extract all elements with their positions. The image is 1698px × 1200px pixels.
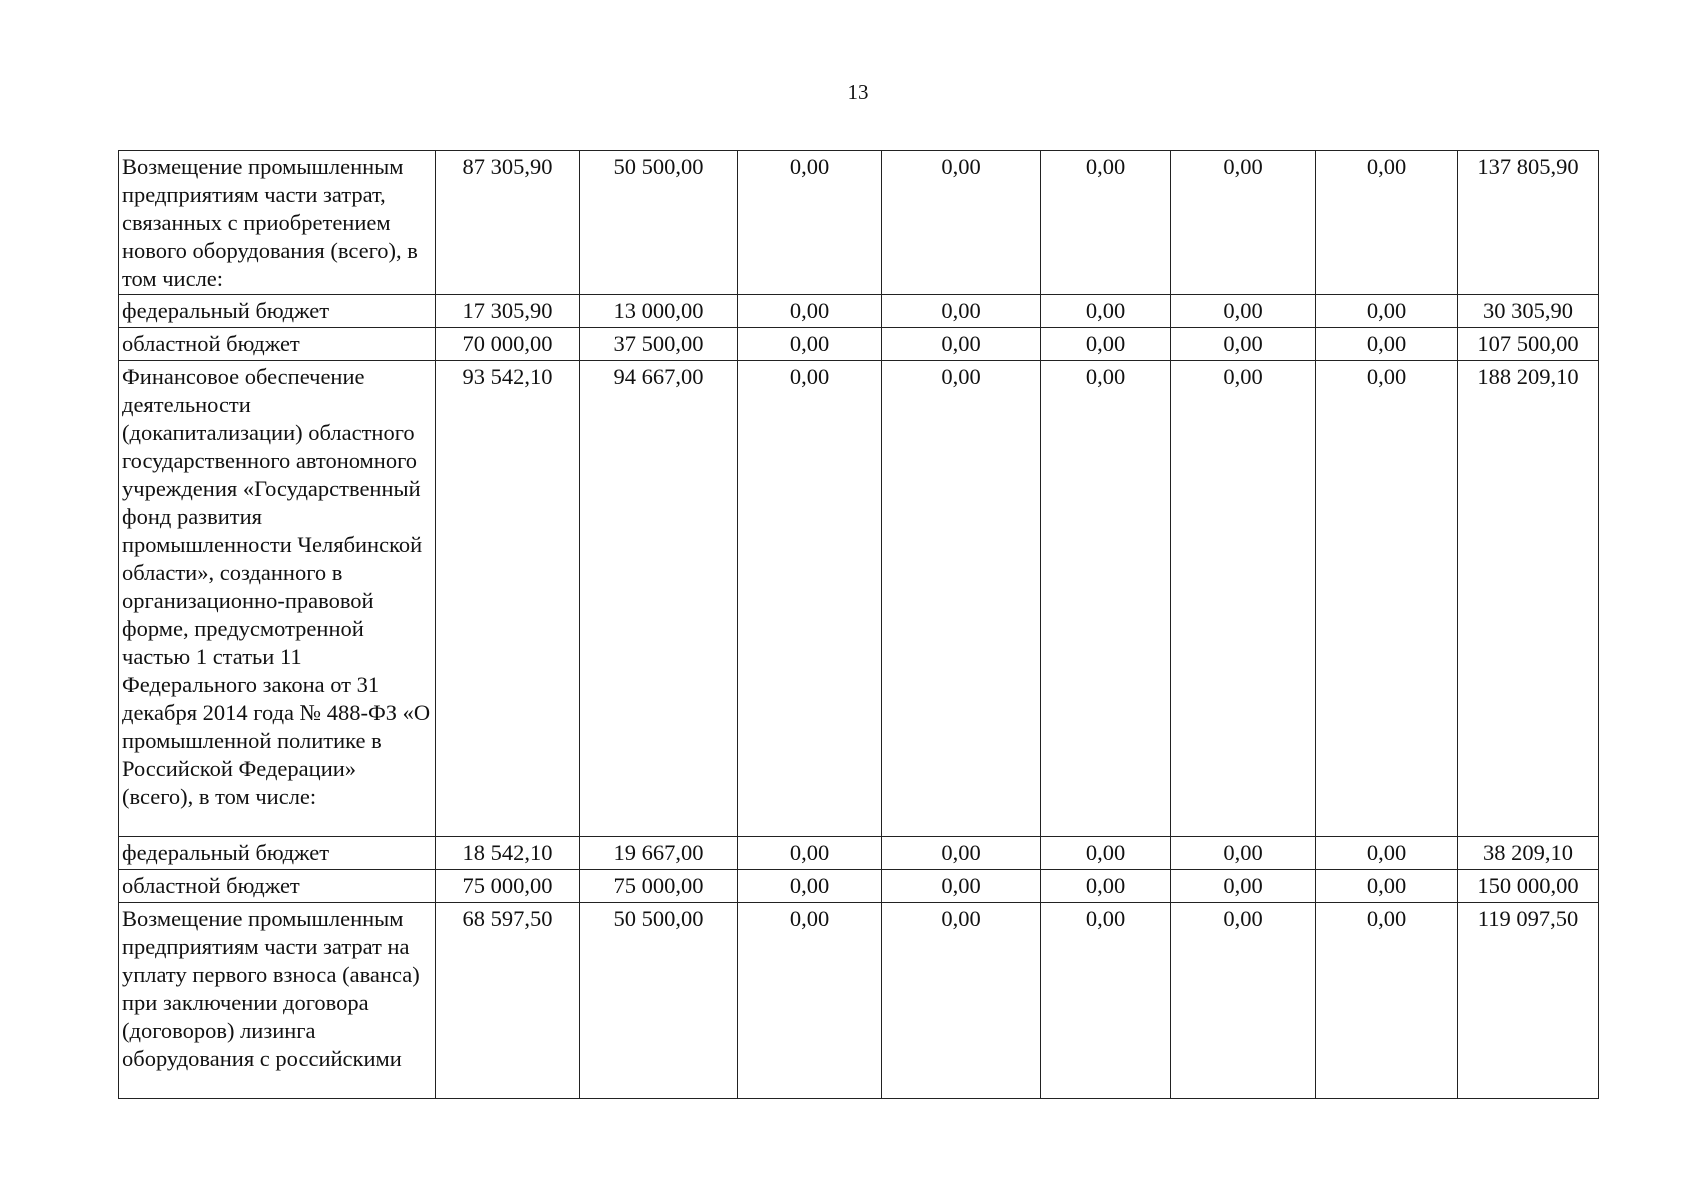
value-cell: 93 542,10 bbox=[436, 361, 580, 837]
value-cell: 19 667,00 bbox=[580, 837, 738, 870]
value-cell: 13 000,00 bbox=[580, 295, 738, 328]
value-cell: 0,00 bbox=[1041, 870, 1171, 903]
value-cell: 0,00 bbox=[738, 870, 882, 903]
value-cell: 0,00 bbox=[1171, 870, 1316, 903]
value-cell: 0,00 bbox=[882, 151, 1041, 295]
value-cell: 0,00 bbox=[738, 328, 882, 361]
value-cell: 0,00 bbox=[1041, 903, 1171, 1099]
value-cell: 0,00 bbox=[882, 870, 1041, 903]
value-cell: 0,00 bbox=[738, 295, 882, 328]
value-cell: 0,00 bbox=[1171, 151, 1316, 295]
value-cell: 75 000,00 bbox=[580, 870, 738, 903]
table-row bbox=[119, 328, 1599, 361]
value-cell: 0,00 bbox=[1316, 295, 1458, 328]
page-number: 13 bbox=[847, 80, 869, 104]
total-cell: 188 209,10 bbox=[1458, 361, 1599, 837]
value-cell: 0,00 bbox=[1041, 837, 1171, 870]
total-cell: 38 209,10 bbox=[1458, 837, 1599, 870]
value-cell: 50 500,00 bbox=[580, 903, 738, 1099]
value-cell: 0,00 bbox=[1171, 328, 1316, 361]
value-cell: 0,00 bbox=[1316, 837, 1458, 870]
total-cell: 107 500,00 bbox=[1458, 328, 1599, 361]
row-label: Возмещение промышленным предприятиям части затрат, связанных с приобретением нового оборудования (всего), в том числе: bbox=[119, 151, 436, 295]
value-cell: 50 500,00 bbox=[580, 151, 738, 295]
value-cell: 0,00 bbox=[738, 151, 882, 295]
value-cell: 0,00 bbox=[882, 295, 1041, 328]
row-label: федеральный бюджет bbox=[119, 295, 436, 328]
value-cell: 0,00 bbox=[1041, 361, 1171, 837]
value-cell: 0,00 bbox=[882, 903, 1041, 1099]
value-cell: 0,00 bbox=[1171, 361, 1316, 837]
table-row bbox=[119, 903, 1599, 1099]
value-cell: 75 000,00 bbox=[436, 870, 580, 903]
table-row bbox=[119, 295, 1599, 328]
value-cell: 0,00 bbox=[882, 361, 1041, 837]
row-label: областной бюджет bbox=[119, 870, 436, 903]
value-cell: 0,00 bbox=[1041, 328, 1171, 361]
total-cell: 150 000,00 bbox=[1458, 870, 1599, 903]
value-cell: 37 500,00 bbox=[580, 328, 738, 361]
value-cell: 94 667,00 bbox=[580, 361, 738, 837]
row-label: Финансовое обеспечение деятельности (докапитализации) областного государственного автономного учреждения «Государственный фонд развития промышленности Челябинской области», созданного в организационно-правовой форме, предусмотренной частью 1 статьи 11 Федерального закона от 31 декабря 2014 года № 488-ФЗ «О промышленной политике в Российской Федерации» (всего), в том числе: bbox=[119, 361, 436, 837]
value-cell: 0,00 bbox=[1171, 295, 1316, 328]
value-cell: 18 542,10 bbox=[436, 837, 580, 870]
value-cell: 68 597,50 bbox=[436, 903, 580, 1099]
table-row bbox=[119, 361, 1599, 837]
table-row bbox=[119, 870, 1599, 903]
value-cell: 0,00 bbox=[882, 328, 1041, 361]
value-cell: 0,00 bbox=[1171, 903, 1316, 1099]
value-cell: 0,00 bbox=[738, 361, 882, 837]
table-row bbox=[119, 837, 1599, 870]
total-cell: 30 305,90 bbox=[1458, 295, 1599, 328]
value-cell: 0,00 bbox=[1041, 151, 1171, 295]
total-cell: 137 805,90 bbox=[1458, 151, 1599, 295]
total-cell: 119 097,50 bbox=[1458, 903, 1599, 1099]
row-label: областной бюджет bbox=[119, 328, 436, 361]
value-cell: 0,00 bbox=[1316, 361, 1458, 837]
value-cell: 0,00 bbox=[738, 837, 882, 870]
value-cell: 87 305,90 bbox=[436, 151, 580, 295]
value-cell: 0,00 bbox=[1041, 295, 1171, 328]
value-cell: 0,00 bbox=[882, 837, 1041, 870]
row-label: Возмещение промышленным предприятиям части затрат на уплату первого взноса (аванса) при заключении договора (договоров) лизинга оборудования с российскими bbox=[119, 903, 436, 1099]
value-cell: 0,00 bbox=[1316, 870, 1458, 903]
value-cell: 0,00 bbox=[738, 903, 882, 1099]
budget-table bbox=[118, 150, 1599, 1099]
value-cell: 70 000,00 bbox=[436, 328, 580, 361]
value-cell: 0,00 bbox=[1316, 151, 1458, 295]
value-cell: 17 305,90 bbox=[436, 295, 580, 328]
value-cell: 0,00 bbox=[1316, 328, 1458, 361]
value-cell: 0,00 bbox=[1316, 903, 1458, 1099]
table-row bbox=[119, 151, 1599, 295]
row-label: федеральный бюджет bbox=[119, 837, 436, 870]
value-cell: 0,00 bbox=[1171, 837, 1316, 870]
